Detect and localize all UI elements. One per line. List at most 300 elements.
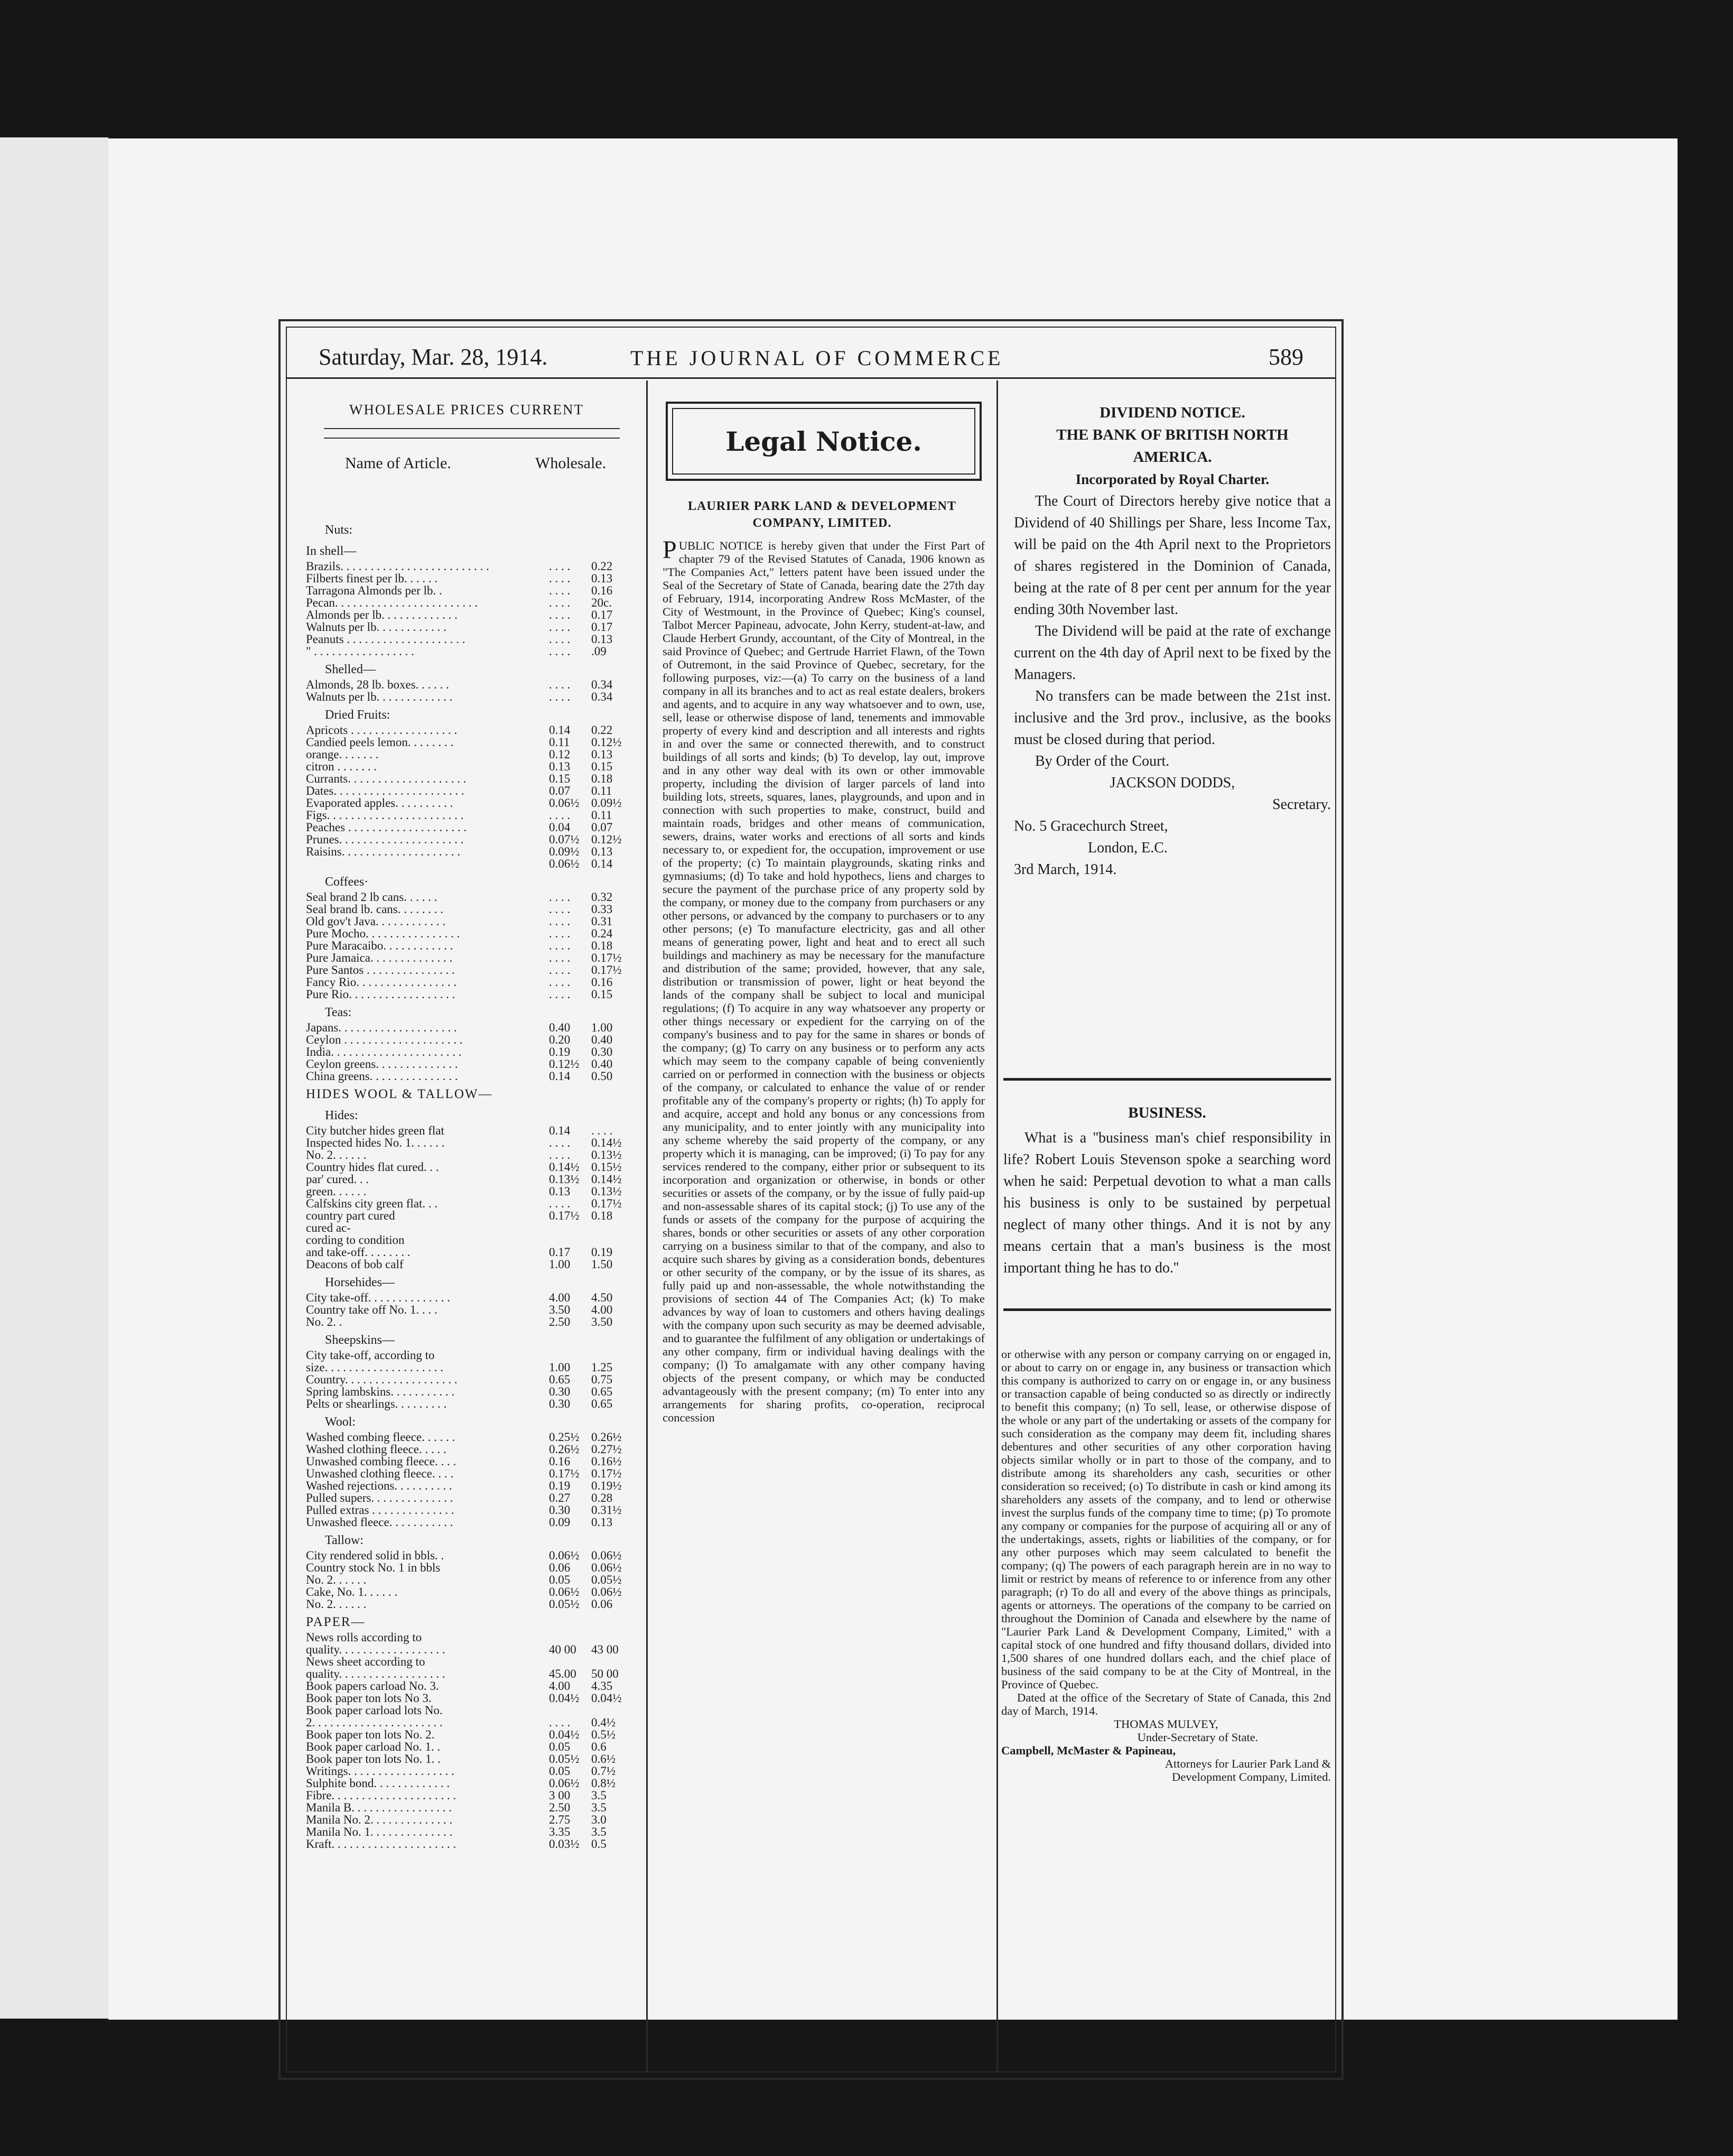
price-row [306,821,633,833]
price-low: 3.50 [549,1303,571,1316]
price-item-name: Tarragona Almonds per lb. . [306,584,442,597]
legal-dated-line: Dated at the office of the Secretary of State of Canada, this 2nd day of March, 1914. [1001,1691,1331,1717]
price-row [306,952,633,964]
price-high: 0.13 [591,845,613,858]
price-item-name: No. 2. . [306,1315,342,1328]
price-low: 0.12½ [549,1057,580,1071]
price-high: 0.13½ [591,1148,622,1161]
price-item-name: Country take off No. 1. . . . [306,1303,437,1316]
price-item-name: 2. . . . . . . . . . . . . . . . . . . . . . [306,1716,443,1729]
price-row [306,833,633,845]
price-item-name: Spring lambskins. . . . . . . . . . . [306,1385,455,1398]
dividend-paragraph: No transfers can be made between the 21st inst. inclusive and the 3rd prov., inclusive, as the books must be closed during that period. [1014,688,1331,748]
price-high: 0.33 [591,903,613,916]
price-item-name: Country hides flat cured. . . [306,1160,439,1174]
price-high: 0.06 [591,1597,613,1611]
business-heading: BUSINESS. [1128,1104,1206,1121]
price-row [306,845,633,858]
prices-rule [324,428,620,429]
price-row [306,1562,633,1574]
price-low: 2.75 [549,1813,571,1826]
price-row [306,1801,633,1814]
price-section-heading: PAPER— [306,1615,366,1629]
price-high: 0.17 [591,608,613,621]
journal-page [108,138,1678,2020]
price-low: 0.05½ [549,1752,580,1765]
price-row [306,1826,633,1838]
price-row [306,1373,633,1386]
price-item-name: country part cured [306,1209,395,1222]
price-item-name: Seal brand 2 lb cans. . . . . . [306,890,437,904]
price-section-heading: Tallow: [325,1534,364,1547]
price-section-heading: Horsehides— [325,1276,395,1289]
price-section-heading: Dried Fruits: [325,708,390,722]
section-rule [1003,1078,1331,1081]
price-low: . . . . [549,690,571,703]
price-low: 0.04 [549,821,571,834]
price-row [306,584,633,597]
price-low: 0.07½ [549,833,580,846]
price-low: 0.13 [549,760,571,773]
price-section-heading: Hides: [325,1109,358,1122]
price-low: 0.17 [549,1246,571,1259]
price-item-name: Candied peels lemon. . . . . . . . [306,736,454,749]
price-low: 0.03½ [549,1837,580,1851]
price-low: 0.19 [549,1045,571,1058]
prices-table [306,518,633,1850]
price-high: 0.15 [591,760,613,773]
price-section-heading: Sheepskins— [325,1333,395,1347]
price-low: 3 00 [549,1789,571,1802]
price-high: 0.22 [591,560,613,573]
price-row [306,645,633,657]
price-high: 0.17½ [591,963,622,977]
price-item-name: City take-off. . . . . . . . . . . . . . [306,1291,450,1304]
price-low: 0.12 [549,748,571,761]
price-item-name: Country stock No. 1 in bbls [306,1561,441,1574]
section-rule [1003,1308,1331,1311]
price-item-name: Walnuts per lb. . . . . . . . . . . . . [306,690,453,703]
price-row [306,1814,633,1826]
page-frame [278,319,1344,2080]
price-row [306,621,633,633]
price-low: 3.35 [549,1825,571,1838]
price-high: 0.06½ [591,1585,622,1599]
price-item-name: Book papers carload No. 3. [306,1679,439,1693]
law-firm: Campbell, McMaster & Papineau, [1001,1744,1176,1757]
price-low: 0.09½ [549,845,580,858]
price-high: 20c. [591,596,612,609]
price-row [306,915,633,927]
price-item-name: Washed rejections. . . . . . . . . . [306,1479,452,1492]
price-section-heading: Nuts: [325,523,353,537]
price-high: 50 00 [591,1667,619,1680]
price-row [306,1197,633,1210]
price-high: .09 [591,645,607,658]
legal-notice-heading: Legal Notice. [672,408,975,475]
price-row [306,927,633,940]
dividend-paragraph: The Court of Directors hereby give notice that a Dividend of 40 Shillings per Share, less Income Tax, will be paid on the 4th April next to the Proprietors of shares registered in the Dominion of Canada, being at the rate of 8 per cent per annum for the year ending 30th November last. [1014,493,1331,618]
price-high: 0.05½ [591,1573,622,1586]
price-low: 0.14 [549,723,571,737]
price-high: 0.17½ [591,951,622,964]
price-high: 0.15½ [591,1160,622,1174]
price-row [306,1728,633,1741]
price-item-name: Kraft. . . . . . . . . . . . . . . . . . . . . [306,1837,456,1851]
price-item-name: Raisins. . . . . . . . . . . . . . . . . . . . [306,845,460,858]
price-row [306,736,633,748]
price-item-name: Pure Jamaica. . . . . . . . . . . . . . [306,951,453,964]
price-high: 0.28 [591,1491,613,1504]
price-item-name: Apricots . . . . . . . . . . . . . . . . . . [306,723,458,737]
price-row [306,797,633,809]
price-item-name: Pulled extras . . . . . . . . . . . . . . [306,1503,454,1517]
price-low: 0.06½ [549,1777,580,1790]
price-item-name: Inspected hides No. 1. . . . . . [306,1136,445,1149]
dividend-paragraph: The Dividend will be paid at the rate of exchange current on the 4th day of April next to be fixed by the Managers. [1014,623,1331,683]
price-row [306,1386,633,1398]
price-row [306,572,633,584]
price-item-name: No. 2. . . . . . [306,1148,367,1161]
legal-notice-text: UBLIC NOTICE is hereby given that under the First Part of chapter 79 of the Revised Statutes of Canada, 1906 known as "The Companies Act," letters patent have been issued under the Seal of the Secretary of State of Canada, bearing date the 27th day of February, 1914, incorporating Andrew Ross McMaster, of the City of Westmount, in the Province of Quebec; King's counsel, Talbot Mercer Papineau, advocate, John Kerry, student-at-law, and Claude Herbert Grundy, accountant, of the City of Montreal, in the said Province of Quebec; and Gertrude Harriet Flawn, of the Town of Outremont, in the said Province of Quebec, secretary, for the following purposes, viz:—(a) To carry on the business of a land company in all its branches and to act as real estate dealers, brokers and agents, and to acquire in any way whatsoever and to own, use, sell, lease or otherwise dispose of land, tenements and immovable property of every kind and description and all interests and rights in and over the same or connected therewith, and to construct buildings of all sorts and kinds; (b) To develop, lay out, improve and in any other way deal with its own or other immovable property, including the division of larger parcels of land into building lots, streets, squares, lanes, playgrounds, and upon and in connection with such properties to make, construct, build and maintain roads, bridges and other means of communication, sewers, drains, water works and erections of all sorts and kinds necessary to, or expedient for, the occupation, improvement or use of the property; (c) To maintain playgrounds, skating rinks and gymnasiums; (d) To take and hold hypothecs, liens and charges to secure the payment of the purchase price of any property sold by the company, or money due to the company from purchasers or any other persons, or advanced by the company to purchasers or to any other persons; (e) To manufacture electricity, gas and all other means of generating power, light and heat and to erect all such buildings and machinery as may be necessary for the manufacture and distribution of the same; provided, however, that any sale, distribution or transmission of power, light or heat beyond the lands of the company shall be subject to local and municipal regulations; (f) To acquire in any way whatsoever any property or other things necessary or expedient for the carrying on of the company's business and to pay for the same in shares or bonds of the company; (g) To carry on any business or to perform any acts which may seem to the company capable of being conveniently carried on or performed in connection with the business or objects of the company, or calculated to enhance the value of or render profitable any of the company's property or rights; (h) To apply for and acquire, accept and hold any bonus or any concessions from any municipality, and to enter jointly with any municipality into any scheme whereby the said property of the company, or any property which it is managing, can be improved; (i) To pay for any services rendered to the company, either prior or subsequent to its incorporation and organization or otherwise, in bonds or other securities or assets of the company, or by the issue of fully paid-up and non-assessable shares of its capital stock; (j) To use any of the funds or assets of the company for the purpose of acquiring the shares, bonds or other securities or assets of any other corporation carrying on a business similar to that of the company, and also to acquire such shares by giving as a consideration bonds, debentures or other security of the company, or by the issue of its shares, as fully paid up and non-assessable, the whole notwithstanding the provisions of section 44 of The Companies Act; (k) To make advances by way of loan to customers and others having dealings with the company upon such security as may be deemed advisable, and to guarantee the fulfilment of any obligation or undertakings of any other company, firm or individual having dealings with the company; (l) To amalgamate with any other company having objects of the present company, or which may be conducted advantageously with the present company; (m) To enter into any arrangements for sharing profits, co-operation, reciprocal concession [663,539,985,1424]
price-row [306,1741,633,1753]
price-item-name: Sulphite bond. . . . . . . . . . . . . [306,1777,450,1790]
price-high: 3.0 [591,1813,607,1826]
price-row [306,1765,633,1777]
page-number: 589 [1269,344,1303,370]
price-item-name: Pure Santos . . . . . . . . . . . . . . . [306,963,455,977]
price-row [306,976,633,988]
price-row [306,1598,633,1610]
price-low: 0.16 [549,1455,571,1468]
dividend-signer-title: Secretary. [1272,796,1331,813]
price-high: 0.18 [591,1209,613,1222]
price-item-name: No. 2. . . . . . [306,1597,367,1611]
price-low: 0.06½ [549,857,580,870]
price-high: . . . . [591,1124,613,1137]
price-low: 0.06 [549,1561,571,1574]
price-item-name: Peanuts . . . . . . . . . . . . . . . . . . . . [306,633,465,646]
price-low: . . . . [549,988,571,1001]
price-item-name: Fancy Rio. . . . . . . . . . . . . . . . . [306,975,456,989]
price-item-name: Calfskins city green flat. . . [306,1197,438,1210]
price-high: 1.25 [591,1361,613,1374]
price-high: 3.50 [591,1315,613,1328]
price-item-name: City rendered solid in bbls. . [306,1549,444,1562]
price-high: 1.00 [591,1021,613,1034]
price-item-name: Writings. . . . . . . . . . . . . . . . . . [306,1764,454,1778]
price-item-name: size. . . . . . . . . . . . . . . . . . . . [306,1361,444,1374]
company-title: LAURIER PARK LAND & DEVELOPMENT COMPANY, LIMITED. [688,499,956,530]
price-row [306,1692,633,1704]
price-item-name: Book paper ton lots No. 2. [306,1728,435,1741]
price-high: 0.11 [591,808,612,822]
price-row [306,1291,633,1304]
price-row [306,1443,633,1455]
price-high: 0.5 [591,1837,607,1851]
dividend-address-date: 3rd March, 1914. [1014,861,1117,878]
business-article [1003,1078,1331,1311]
price-low: 0.65 [549,1373,571,1386]
price-low: 0.11 [549,736,570,749]
price-low: . . . . [549,678,571,691]
price-row [306,1431,633,1443]
issue-date: Saturday, Mar. 28, 1914. [319,344,548,370]
price-low: 0.27 [549,1491,571,1504]
price-low: 1.00 [549,1258,571,1271]
price-high: 0.14½ [591,1136,622,1149]
price-row [306,1349,633,1361]
price-row [306,891,633,903]
price-row [306,1467,633,1480]
price-item-name: green. . . . . . [306,1185,367,1198]
price-section-heading: In shell— [306,544,357,558]
price-low: 0.13 [549,1185,571,1198]
price-row [306,1137,633,1149]
price-item-name: China greens. . . . . . . . . . . . . . . [306,1070,458,1083]
price-row [306,1234,633,1246]
price-row [306,1549,633,1562]
price-section-heading: Wool: [325,1415,356,1429]
price-section-heading: HIDES WOOL & TALLOW— [306,1087,493,1101]
price-row [306,560,633,572]
price-high: 0.31½ [591,1503,622,1517]
price-item-name: Book paper carload No. 1. . [306,1740,441,1753]
price-low: 0.07 [549,784,571,797]
price-row [306,1716,633,1728]
price-high: 0.4½ [591,1716,616,1729]
price-item-name: " . . . . . . . . . . . . . . . . . [306,645,414,658]
price-high: 0.17 [591,620,613,634]
adjacent-page-edge [0,137,108,2019]
price-item-name: India. . . . . . . . . . . . . . . . . . . . . . [306,1045,462,1058]
price-item-name: Seal brand lb. cans. . . . . . . . [306,903,443,916]
price-high: 0.27½ [591,1443,622,1456]
price-low: 0.17½ [549,1209,580,1222]
price-high: 0.8½ [591,1777,616,1790]
price-row [306,1149,633,1161]
price-item-name: Old gov't Java. . . . . . . . . . . . [306,915,446,928]
price-high: 0.7½ [591,1764,616,1778]
price-row [306,1021,633,1034]
price-row [306,1058,633,1070]
price-high: 0.12½ [591,833,622,846]
price-low: . . . . [549,1148,571,1161]
price-high: 0.04½ [591,1692,622,1705]
price-item-name: Pelts or shearlings. . . . . . . . . [306,1397,447,1410]
price-high: 0.15 [591,988,613,1001]
price-item-name: Evaporated apples. . . . . . . . . . [306,796,453,810]
price-item-name: Unwashed combing fleece. . . . [306,1455,456,1468]
price-low: 0.05 [549,1740,571,1753]
price-row [306,1631,633,1643]
price-item-name: Pure Rio. . . . . . . . . . . . . . . . . . [306,988,455,1001]
price-row [306,597,633,609]
legal-notice-column [648,380,998,2071]
price-item-name: Washed combing fleece. . . . . . [306,1430,455,1444]
price-item-name: Fibre. . . . . . . . . . . . . . . . . . . . . [306,1789,456,1802]
dividend-address: No. 5 Gracechurch Street, [1014,818,1168,834]
price-low: 45.00 [549,1667,576,1680]
price-high: 0.09½ [591,796,622,810]
price-low: 0.14½ [549,1160,580,1174]
charter-line: Incorporated by Royal Charter. [1075,471,1270,487]
price-low: 0.14 [549,1070,571,1083]
journal-title: THE JOURNAL OF COMMERCE [630,346,1004,370]
law-firm-role: Development Company, Limited. [1172,1770,1331,1783]
price-item-name: Manila B. . . . . . . . . . . . . . . . . [306,1801,452,1814]
price-high: 0.34 [591,678,613,691]
business-body: What is a ''business man's chief responsibility in life? Robert Louis Stevenson spoke a searching word when he said: Perpetual devotion to what a man calls his business is only to be sustained by perpetual neglect of many other things. And it is not by any means certain that a man's business is the most important thing he has to do.'' [1003,1130,1331,1276]
price-item-name: cording to condition [306,1233,405,1247]
price-low: 2.50 [549,1315,571,1328]
legal-signer-title: Under-Secretary of State. [1137,1731,1259,1744]
page-header [319,343,1303,375]
price-low: . . . . [549,963,571,977]
price-high: 0.34 [591,690,613,703]
price-item-name: quality. . . . . . . . . . . . . . . . . . [306,1667,445,1680]
price-item-name: City take-off, according to [306,1349,435,1362]
price-high: 0.40 [591,1057,613,1071]
dividend-signer: JACKSON DODDS, [1110,775,1235,791]
price-high: 0.6½ [591,1752,616,1765]
prices-title: WHOLESALE PRICES CURRENT [349,402,584,417]
price-item-name: Japans. . . . . . . . . . . . . . . . . . . . [306,1021,457,1034]
price-row [306,1246,633,1258]
price-row [306,1161,633,1173]
price-low: . . . . [549,572,571,585]
price-high: 4.00 [591,1303,613,1316]
price-item-name: Book paper ton lots No. 1. . [306,1752,441,1765]
price-row [306,785,633,797]
law-firm-role: Attorneys for Laurier Park Land & [1164,1757,1331,1770]
price-low: . . . . [549,645,571,658]
price-item-name: Prunes. . . . . . . . . . . . . . . . . . . . . [306,833,464,846]
column-header-name: Name of Article. [345,454,451,472]
price-row [306,1777,633,1789]
price-low: 0.25½ [549,1430,580,1444]
price-low: . . . . [549,975,571,989]
price-item-name: orange. . . . . . . [306,748,379,761]
price-row [306,1516,633,1528]
price-high: 0.16 [591,584,613,597]
price-row [306,1398,633,1410]
price-low: 0.19 [549,1479,571,1492]
price-high: 0.11 [591,784,612,797]
price-low: 0.06½ [549,1549,580,1562]
dividend-heading: DIVIDEND NOTICE. [1100,404,1245,421]
price-item-name: News rolls according to [306,1631,422,1644]
price-item-name: News sheet according to [306,1655,425,1668]
price-row [306,1455,633,1467]
price-row [306,1125,633,1137]
price-row [306,724,633,736]
price-high: 0.06½ [591,1561,622,1574]
price-low: . . . . [549,1716,571,1729]
prices-column [287,380,648,2071]
price-high: 3.5 [591,1801,607,1814]
price-high: 0.50 [591,1070,613,1083]
price-item-name: cured ac- [306,1221,351,1234]
price-high: 0.07 [591,821,613,834]
price-low: 0.17½ [549,1467,580,1480]
price-high: 0.16½ [591,1455,622,1468]
price-row [306,1210,633,1222]
price-high: 0.22 [591,723,613,737]
legal-signer: THOMAS MULVEY, [1114,1717,1218,1731]
price-item-name: Almonds, 28 lb. boxes. . . . . . [306,678,449,691]
column-header-wholesale: Wholesale. [535,454,607,472]
price-high: 0.14½ [591,1173,622,1186]
price-low: 0.06½ [549,796,580,810]
price-high: 0.13 [591,1516,613,1529]
price-high: 3.5 [591,1789,607,1802]
price-row [306,1316,633,1328]
price-item-name: Almonds per lb. . . . . . . . . . . . . [306,608,458,621]
price-item-name: Manila No. 2. . . . . . . . . . . . . . [306,1813,453,1826]
price-low: . . . . [549,951,571,964]
price-item-name: and take-off. . . . . . . . [306,1246,411,1259]
price-high: 0.40 [591,1033,613,1046]
price-low: 40 00 [549,1643,576,1656]
price-low: 0.06½ [549,1585,580,1599]
price-item-name: Book paper carload lots No. [306,1704,443,1717]
price-row [306,1680,633,1692]
price-row [306,1034,633,1046]
price-high: 0.14 [591,857,613,870]
legal-notice-box [666,402,982,481]
price-row [306,1492,633,1504]
price-low: 0.05½ [549,1597,580,1611]
price-row [306,773,633,785]
price-low: . . . . [549,633,571,646]
price-row [306,691,633,703]
price-low: 0.30 [549,1503,571,1517]
price-high: 0.13½ [591,1185,622,1198]
price-low: 0.30 [549,1397,571,1410]
price-low: 0.09 [549,1516,571,1529]
price-item-name: Book paper ton lots No 3. [306,1692,432,1705]
price-low: 0.04½ [549,1728,580,1741]
price-low: . . . . [549,915,571,928]
price-row [306,1504,633,1516]
price-high: 0.75 [591,1373,613,1386]
price-high: 0.19½ [591,1479,622,1492]
price-item-name: Manila No. 1. . . . . . . . . . . . . . [306,1825,453,1838]
price-row [306,1838,633,1850]
price-high: 0.18 [591,939,613,952]
prices-rule [324,438,620,439]
legal-notice-body [663,536,985,1424]
price-item-name: Dates. . . . . . . . . . . . . . . . . . . . . . [306,784,464,797]
price-row [306,679,633,691]
price-low: . . . . [549,927,571,940]
price-low: . . . . [549,596,571,609]
price-row [306,858,633,870]
price-high: 0.06½ [591,1549,622,1562]
price-high: 0.32 [591,890,613,904]
price-high: 0.13 [591,748,613,761]
price-high: 1.50 [591,1258,613,1271]
price-row [306,609,633,621]
legal-continuation-text: or otherwise with any person or company carrying on or engaged in, or about to carry on or engage in, any business or transaction which this company is authorized to carry on or engage in, or any business or transaction capable of being conducted so as directly or indirectly to benefit this company; (n) To sell, lease, or otherwise dispose of the whole or any part of the undertaking or assets of the company for such consideration as the company may deem fit, including shares debentures and other securities of any other corporation having objects similar wholly or in part to those of the company, and to distribute among its shareholders any cash, securities or other consideration so received; (o) To distribute in cash or kind among its shareholders any assets of the company, and to lend or otherwise invest the surplus funds of the company time to time; (p) To promote any company or companies for the purpose of acquiring all or any of the undertakings, assets, rights or liabilities of the company, or for any other purposes which may seem calculated to benefit the company; (q) The powers of each paragraph herein are in no way to limit or restrict by means of reference to or inference from any other paragraph; (r) To do all and every of the above things as principals, agents or attorneys. The operations of the company to be carried on throughout the Dominion of Canada and elsewhere by the name of "Laurier Park Land & Development Company, Limited," with a capital stock of one hundred and fifty thousand dollars, divided into 1,500 shares of one hundred dollars each, and the chief place of business of the said company to be at the City of Montreal, in the Province of Quebec. [1001,1348,1331,1691]
price-item-name: quality. . . . . . . . . . . . . . . . . . [306,1643,445,1656]
price-high: 0.65 [591,1397,613,1410]
price-row [306,964,633,976]
price-high: 43 00 [591,1643,619,1656]
price-low: . . . . [549,939,571,952]
price-row [306,1070,633,1082]
